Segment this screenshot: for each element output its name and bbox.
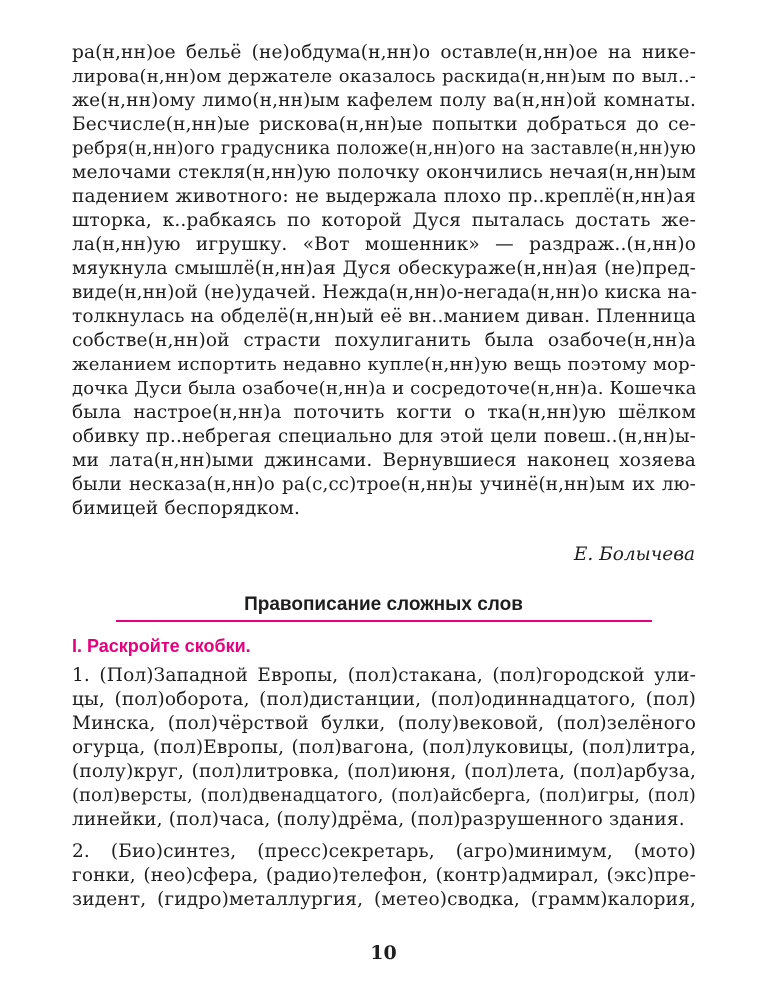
passage-line: толкнулась на обделё(н,нн)ый её вн..манием диван. Пленница: [72, 306, 697, 327]
passage-line: же(н,нн)ому лимо(н,нн)ым кафелем полу ва(н,нн)ой комнаты.: [72, 90, 696, 111]
task-heading: I. Раскройте скобки.: [72, 636, 251, 656]
passage-line: была настрое(н,нн)а поточить когти о тка(н,нн)ую шёлком: [72, 402, 696, 423]
exercise-line: зидент, (гидро)металлургия, (метео)сводка, (грамм)калория,: [72, 889, 696, 910]
exercise-line: (полу)круг, (пол)литровка, (пол)июня, (пол)лета, (пол)арбуза,: [72, 761, 696, 782]
passage-line: шторка, к..рабкаясь по которой Дуся пыталась достать же-: [72, 210, 696, 231]
passage-line: лирова(н,нн)ом держателе оказалось раскида(н,нн)ым по выл..-: [72, 66, 696, 87]
exercise-line: огурца, (пол)Европы, (пол)вагона, (пол)луковицы, (пол)литра,: [72, 737, 696, 758]
author-attribution: Е. Болычева: [573, 544, 695, 565]
passage-line: мелочами стекля(н,нн)ую полочку окончились нечая(н,нн)ым: [72, 162, 696, 183]
page-number: 10: [370, 942, 397, 964]
passage-line: ра(н,нн)ое бельё (не)обдума(н,нн)о оставле(н,нн)ое на нике-: [72, 42, 696, 63]
exercise-line: 1. (Пол)Западной Европы, (пол)стакана, (пол)городской ули-: [72, 665, 696, 686]
exercise-line: цы, (пол)оборота, (пол)дистанции, (пол)одиннадцатого, (пол): [72, 689, 696, 710]
passage-line: ребря(н,нн)ого градусника положе(н,нн)ого на заставле(н,нн)ую: [72, 139, 696, 159]
passage-line: виде(н,нн)ой (не)удачей. Нежда(н,нн)о-негада(н,нн)о киска на-: [72, 282, 698, 303]
passage-line: были несказа(н,нн)о ра(с,сс)трое(н,нн)ы учинё(н,нн)ым их лю-: [72, 474, 696, 495]
exercise-line: 2. (Био)синтез, (пресс)секретарь, (агро)минимум, (мото): [72, 841, 696, 862]
passage-line: Бесчисле(н,нн)ые рискова(н,нн)ые попытки добраться до се-: [72, 114, 696, 135]
exercise-line: линейки, (пол)часа, (полу)дрёма, (пол)разрушенного здания.: [72, 809, 685, 830]
section-title: Правописание сложных слов: [244, 594, 523, 615]
passage-line: ла(н,нн)ую игрушку. «Вот мошенник» — раздраж..(н,нн)о: [72, 234, 696, 255]
passage-line: мяукнула смышлё(н,нн)ая Дуся обескураже(н,нн)ая (не)пред-: [72, 258, 696, 279]
passage-line: падением животного: не выдержала плохо пр..креплё(н,нн)ая: [72, 186, 696, 207]
exercise-line: (пол)версты, (пол)двенадцатого, (пол)айсберга, (пол)игры, (пол): [72, 786, 696, 806]
passage-line: желанием испортить недавно купле(н,нн)ую вещь поэтому мор-: [72, 354, 696, 375]
passage-line: обивку пр..небрегая специально для этой цели повеш..(н,нн)ы-: [72, 426, 696, 447]
passage-line: собстве(н,нн)ой страсти похулиганить была озабоче(н,нн)а: [72, 330, 696, 351]
section-title-underline: [116, 620, 652, 622]
passage-line: ми лата(н,нн)ыми джинсами. Вернувшиеся наконец хозяева: [72, 450, 696, 471]
exercise-line: гонки, (нео)сфера, (радио)телефон, (контр)адмирал, (экс)пре-: [72, 865, 696, 886]
passage-line: бимицей беспорядком.: [72, 498, 301, 519]
passage-line: дочка Дуси была озабоче(н,нн)а и сосредоточе(н,нн)а. Кошечка: [72, 378, 697, 399]
exercise-line: Минска, (пол)чёрствой булки, (полу)вековой, (пол)зелёного: [72, 713, 696, 734]
